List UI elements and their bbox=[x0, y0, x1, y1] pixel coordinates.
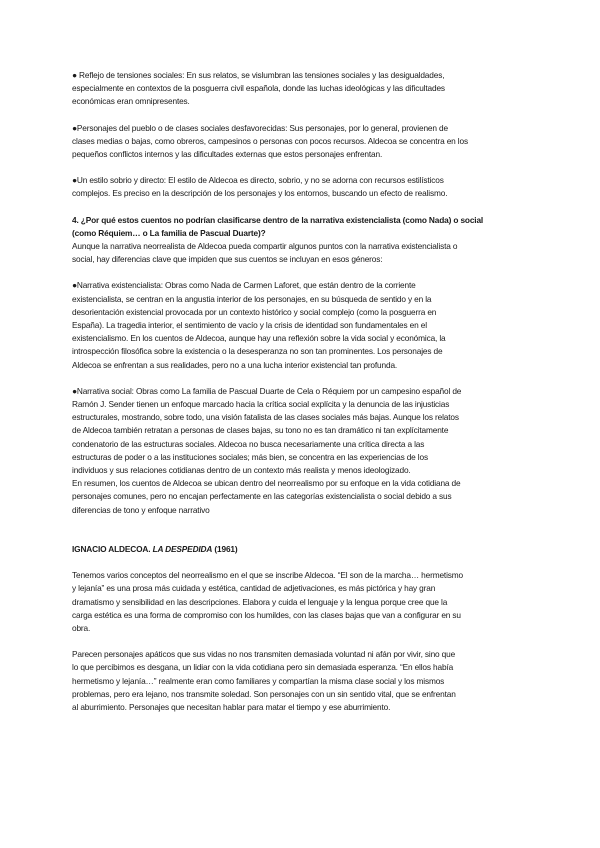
paragraph-apathetic-characters: Parecen personajes apáticos que sus vidas no nos transmiten demasiada voluntad ni afán por vivir, sino que lo que percibimos es desgana, un lidiar con la vida cotidiana pero sin demasiada esperanza. “En ellos había hermetismo y lejanía…” realmente eran como familiares y compartían la misma clase social y los mismos problemas, pero era lejano, nos transmite soledad. Son personajes con un sin sentido vital, que se enfrentan al aburrimiento. Personajes que necesitan hablar para matar el tiempo y ese aburrimiento. bbox=[72, 649, 456, 712]
paragraph-existentialist-narrative: ●Narrativa existencialista: Obras como Nada de Carmen Laforet, que están dentro de la corriente existencialista, se centran en la angustia interior de los personajes, en su búsqueda de sentido y en la desorientación existencial provocada por un contexto histórico y social complejo (como la posguerra en España). La tragedia interior, el sentimiento de vacío y la crisis de identidad son fundamentales en el existencialismo. En los cuentos de Aldecoa, aunque hay una reflexión sobre la vida social y económica, la introspección filosófica sobre la existencia o la desesperanza no son tan prominentes. Los personajes de Aldecoa se enfrentan a sus realidades, pero no a una lucha interior existencial tan profunda. bbox=[72, 280, 446, 370]
paragraph-summary: En resumen, los cuentos de Aldecoa se ubican dentro del neorrealismo por su enfoque en la vida cotidiana de personajes comunes, pero no encajan perfectamente en las categorías existencialista o social debido a sus diferencias de tono y enfoque narrativo bbox=[72, 478, 461, 515]
paragraph-sober-style: ●Un estilo sobrio y directo: El estilo de Aldecoa es directo, sobrio, y no se adorna con recursos estilísticos complejos. Es preciso en la descripción de los personajes y los entornos, buscando un efecto de realismo. bbox=[72, 175, 448, 199]
question-4-heading: 4. ¿Por qué estos cuentos no podrían clasificarse dentro de la narrativa existencialista (como Nada) o social (como Réquiem… o La familia de Pascual Duarte)? bbox=[72, 214, 484, 238]
section-title bbox=[72, 543, 532, 556]
section-year: (1961) bbox=[214, 543, 238, 554]
section-author: IGNACIO ALDECOA. bbox=[72, 543, 151, 554]
paragraph-neorealism-concepts: Tenemos varios conceptos del neorrealismo en el que se inscribe Aldecoa. “El son de la marcha… hermetismo y lejanía” es una prosa más cuidada y estética, cantidad de adjetivaciones, es más pictórica y hay gran dramatismo y sensibilidad en las descripciones. Elabora y cuida el lenguaje y la lengua porque cree que la carga estética es una forma de compromiso con los humildes, con las clases bajas que van a configurar en su obra. bbox=[72, 570, 464, 633]
paragraph-social-tensions: ● Reflejo de tensiones sociales: En sus relatos, se vislumbran las tensiones sociales y las desigualdades, especialmente en contextos de la posguerra civil española, donde las luchas ideológicas y las dificultades económicas eran omnipresentes. bbox=[72, 70, 445, 107]
paragraph-lower-class-characters: ●Personajes del pueblo o de clases sociales desfavorecidas: Sus personajes, por lo general, provienen de clases medias o bajas, como obreros, campesinos o personas con pocos recursos. Aldecoa se concentra en los pequeños conflictos internos y las dificultades externas que estos personajes enfrentan. bbox=[72, 122, 468, 160]
document-body bbox=[72, 69, 532, 714]
paragraph-social-narrative: ●Narrativa social: Obras como La familia de Pascual Duarte de Cela o Réquiem por un campesino español de Ramón J. Sender tienen un enfoque marcado hacia la crítica social explícita y la denuncia de las injusticias estructurales, mostrando, sobre todo, una visión fatalista de las clases sociales más bajas. Aunque los relatos de Aldecoa también retratan a personas de clases bajas, su tono no es tan dramático ni tan explícitamente condenatorio de las estructuras sociales. Aldecoa no busca necesariamente una crítica directa a las estructuras de poder o a las instituciones sociales; más bien, se concentra en las experiencias de los individuos y sus relaciones cotidianas dentro de un contexto más realista y menos ideologizado. bbox=[72, 385, 462, 476]
section-work-title: LA DESPEDIDA bbox=[152, 543, 213, 554]
question-4-intro: Aunque la narrativa neorrealista de Aldecoa pueda compartir algunos puntos con la narrativa existencialista o social, hay diferencias clave que impiden que sus cuentos se incluyan en esos géneros: bbox=[72, 241, 458, 265]
